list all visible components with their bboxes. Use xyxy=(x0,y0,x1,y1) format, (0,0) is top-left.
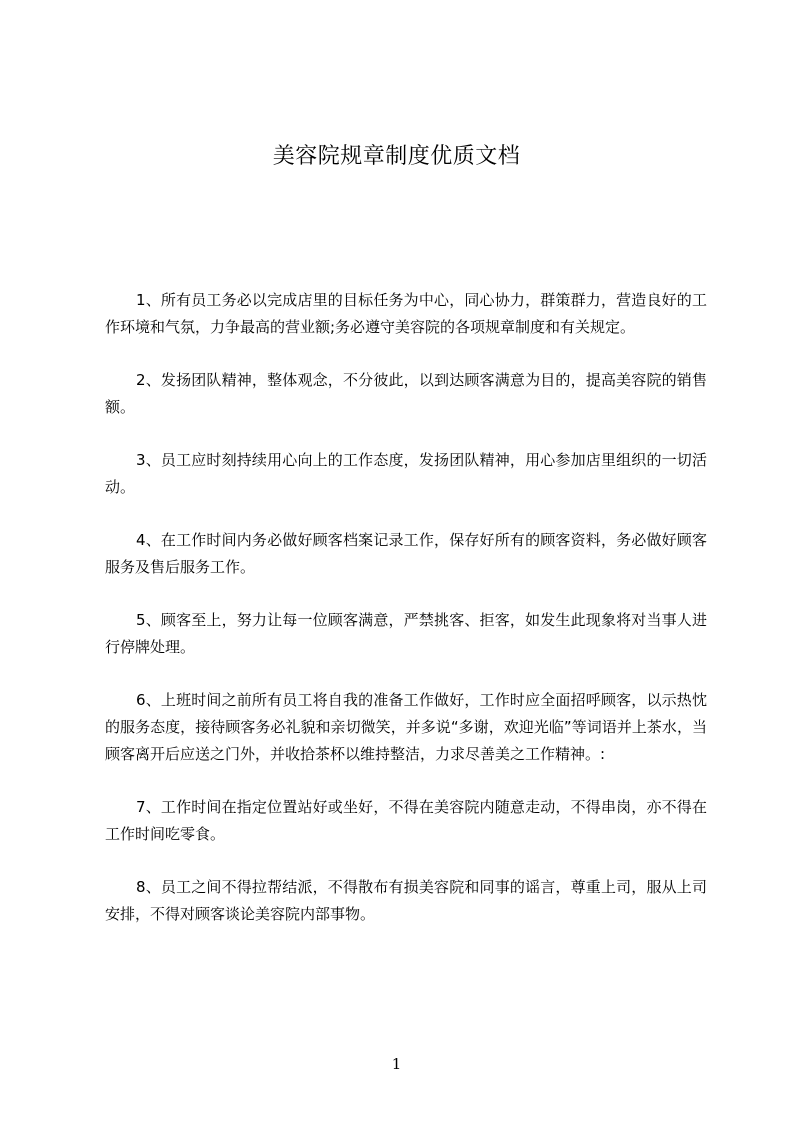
rule-item-6: 6、上班时间之前所有员工将自我的准备工作做好，工作时应全面招呼顾客，以示热忱的服务态度，接待顾客务必礼貌和亲切微笑，并多说“多谢，欢迎光临”等词语并上茶水，当顾客离开后应送之门外，并收拾茶杯以维持整洁，力求尽善美之工作精神。: xyxy=(105,691,707,763)
rule-item-1: 1、所有员工务必以完成店里的目标任务为中心，同心协力，群策群力，营造良好的工作环境和气氛，力争最高的营业额;务必遵守美容院的各项规章制度和有关规定。 xyxy=(105,291,707,336)
document-title: 美容院规章制度优质文档 xyxy=(272,144,521,169)
rule-item-3: 3、员工应时刻持续用心向上的工作态度，发扬团队精神，用心参加店里组织的一切活动。 xyxy=(105,451,707,496)
rule-item-5: 5、顾客至上，努力让每一位顾客满意，严禁挑客、拒客，如发生此现象将对当事人进行停牌处理。 xyxy=(105,611,707,656)
page-number: 1 xyxy=(391,1055,402,1073)
rule-item-2: 2、发扬团队精神，整体观念，不分彼此，以到达顾客满意为目的，提高美容院的销售额。 xyxy=(105,371,707,416)
rule-item-8: 8、员工之间不得拉帮结派，不得散布有损美容院和同事的谣言，尊重上司，服从上司安排，不得对顾客谈论美容院内部事物。 xyxy=(105,878,707,923)
rule-item-7: 7、工作时间在指定位置站好或坐好，不得在美容院内随意走动，不得串岗，亦不得在工作时间吃零食。 xyxy=(105,798,707,843)
rule-item-4: 4、在工作时间内务必做好顾客档案记录工作，保存好所有的顾客资料，务必做好顾客服务及售后服务工作。 xyxy=(105,531,707,576)
rules-list xyxy=(105,287,707,954)
